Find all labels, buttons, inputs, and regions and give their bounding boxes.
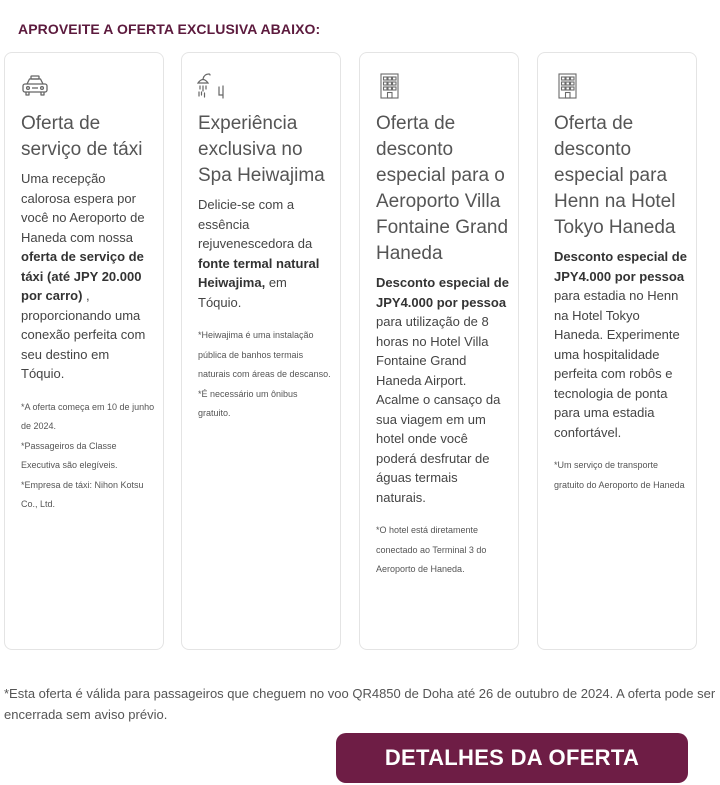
offer-heading: APROVEITE A OFERTA EXCLUSIVA ABAIXO: (18, 21, 321, 37)
offer-card-notes (376, 521, 510, 580)
offer-text: para utilização de 8 horas no Hotel Villa Fontaine Grand Haneda Airport. Acalme o cansaço da sua viagem em um hotel onde você poderá desfrutar de águas termais naturais. (376, 314, 501, 505)
offer-card (359, 52, 519, 650)
offer-highlight: Desconto especial de JPY4.000 por pessoa (554, 249, 687, 284)
offer-card-note: *É necessário um ônibus gratuito. (198, 388, 298, 418)
offer-card-notes (21, 398, 155, 515)
offer-highlight: oferta de serviço de táxi (até JPY 20.000 por carro) (21, 249, 144, 303)
offer-text: Uma recepção calorosa espera por você no Aeroporto de Haneda com nossa (21, 171, 145, 245)
offer-card-title: Oferta de desconto especial para o Aeroporto Villa Fontaine Grand Haneda (376, 113, 509, 264)
offer-text: para estadia no Henn na Hotel Tokyo Haneda. Experimente uma hospitalidade perfeita com robôs e tecnologia de ponta para uma estadia confortável. (554, 288, 680, 440)
offer-disclaimer: *Esta oferta é válida para passageiros que cheguem no voo QR4850 de Doha até 26 de outubro de 2024. A oferta pode ser encerrada sem aviso prévio. (4, 686, 716, 722)
offer-card-title: Experiência exclusiva no Spa Heiwajima (198, 113, 325, 186)
offer-card (181, 52, 341, 650)
offer-card-description (198, 195, 332, 312)
offer-card-note: *Heiwajima é uma instalação pública de banhos termais naturais com áreas de descanso. (198, 330, 331, 379)
offer-card-description (554, 247, 688, 442)
offer-card-notes (554, 456, 688, 495)
offer-card-note: *Um serviço de transporte gratuito do Aeroporto de Haneda (554, 460, 685, 490)
offer-card-notes (198, 326, 332, 424)
offer-text: , proporcionando uma conexão perfeita com seu destino em Tóquio. (21, 288, 146, 381)
offer-card (537, 52, 697, 650)
offer-card-note: *Empresa de táxi: Nihon Kotsu Co., Ltd. (21, 479, 144, 509)
offer-highlight: Desconto especial de JPY4.000 por pessoa (376, 275, 509, 310)
hotel-building-icon (553, 73, 583, 99)
offer-card-note: *O hotel está diretamente conectado ao Terminal 3 do Aeroporto de Haneda. (376, 525, 487, 574)
offer-text: Delicie-se com a essência rejuvenescedora da (198, 197, 313, 251)
offer-card-description (21, 169, 155, 384)
offer-details-button[interactable]: DETALHES DA OFERTA (336, 733, 688, 783)
taxi-icon (20, 73, 50, 99)
offer-highlight: fonte termal natural Heiwajima, (198, 255, 320, 290)
offer-card (4, 52, 164, 650)
offer-card-description (376, 273, 510, 507)
offer-card-title: Oferta de desconto especial para Henn na Hotel Tokyo Haneda (554, 113, 676, 238)
shower-icon (197, 73, 227, 99)
offer-text: em Tóquio. (198, 275, 287, 310)
offer-card-note: *A oferta começa em 10 de junho de 2024. (21, 401, 155, 431)
hotel-building-icon (375, 73, 405, 99)
offer-card-title: Oferta de serviço de táxi (21, 113, 143, 160)
offer-card-note: *Passageiros da Classe Executiva são elegíveis. (21, 440, 118, 470)
